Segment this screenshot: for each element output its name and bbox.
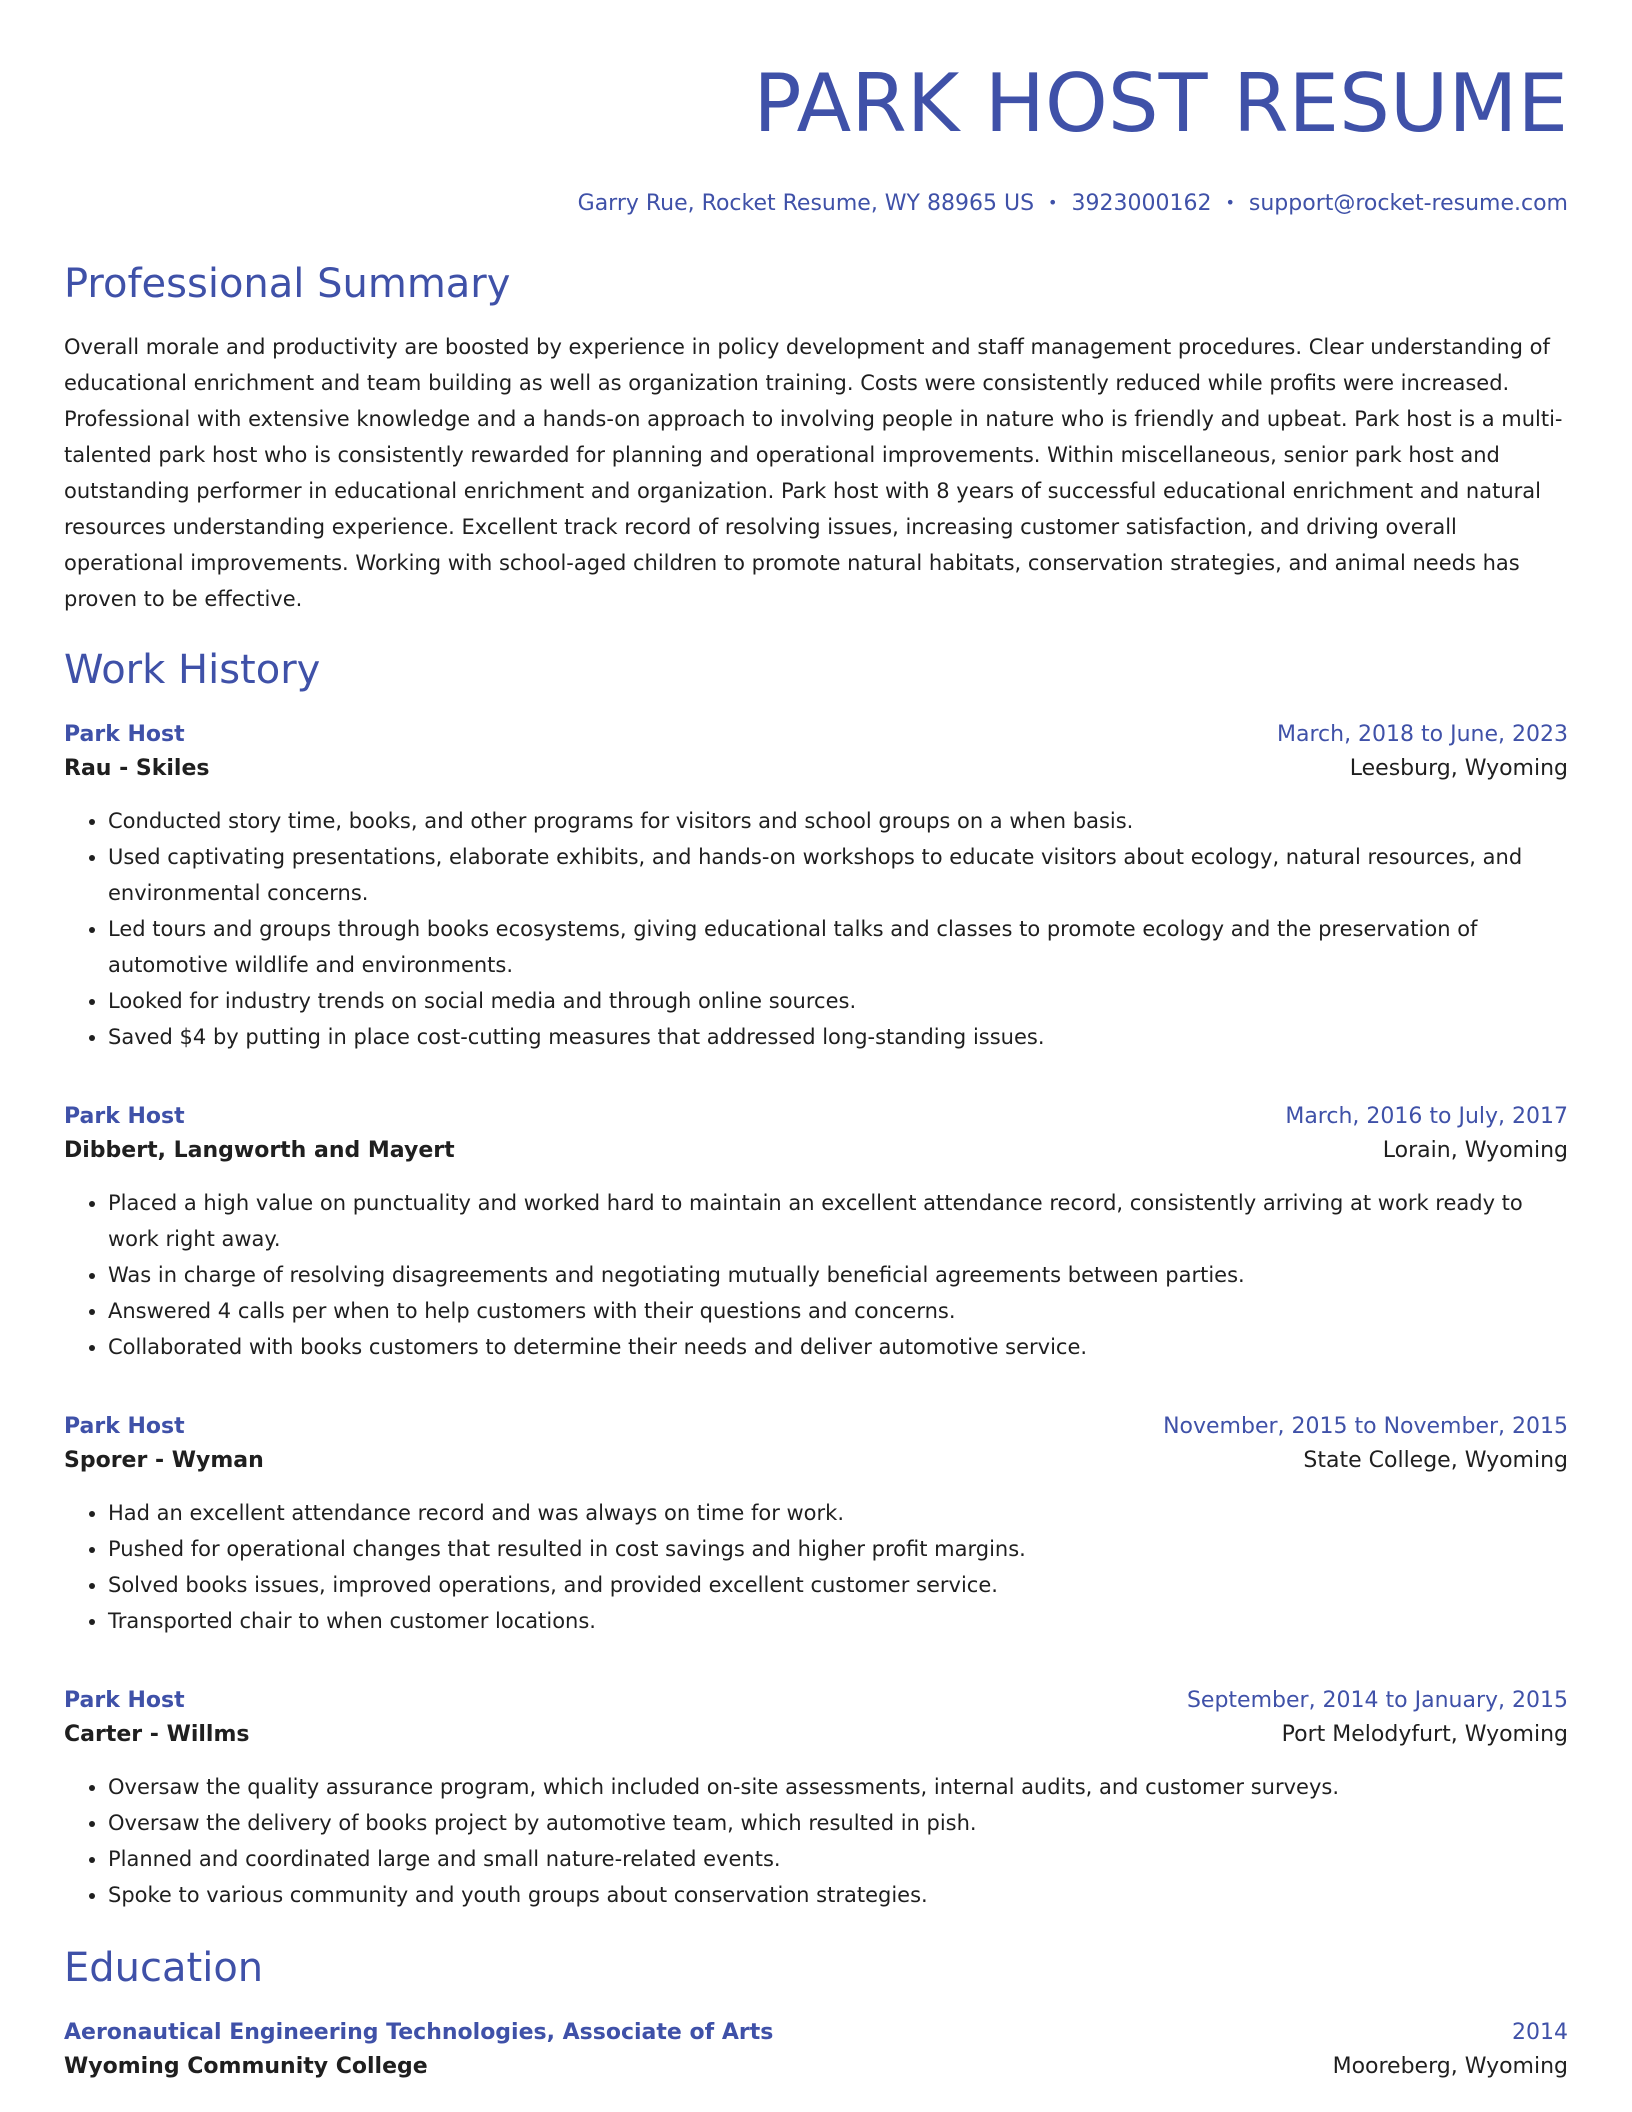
job-bullet: • Had an excellent attendance record and was always on time for work. <box>108 1495 1568 1531</box>
contact-email: support@rocket-resume.com <box>1248 191 1568 216</box>
contact-separator: • <box>1048 193 1058 212</box>
job-title: Park Host <box>64 1688 185 1713</box>
job-employer: Rau - Skiles <box>64 756 210 781</box>
education-school: Wyoming Community College <box>64 2054 428 2079</box>
job-bullet-list <box>64 1495 1568 1639</box>
job-bullet: • Saved $4 by putting in place cost-cutting measures that addressed long-standing issues. <box>108 1019 1568 1055</box>
job-entry <box>64 1409 1568 1639</box>
job-bullet: • Led tours and groups through books ecosystems, giving educational talks and classes to promote ecology and the preservation of automotive wildlife and environments. <box>108 911 1568 983</box>
job-entry <box>64 717 1568 1055</box>
job-location: Port Melodyfurt, Wyoming <box>1281 1722 1568 1747</box>
job-bullet: • Used captivating presentations, elaborate exhibits, and hands-on workshops to educate visitors about ecology, natural resources, and environmental concerns. <box>108 839 1568 911</box>
job-bullet: • Solved books issues, improved operations, and provided excellent customer service. <box>108 1567 1568 1603</box>
job-dates: September, 2014 to January, 2015 <box>1186 1688 1568 1713</box>
education-degree: Aeronautical Engineering Technologies, Associate of Arts <box>64 2020 774 2045</box>
job-entry <box>64 1099 1568 1365</box>
resume-title: PARK HOST RESUME <box>753 57 1568 150</box>
job-location: Leesburg, Wyoming <box>1349 756 1568 781</box>
contact-line <box>64 188 1568 219</box>
job-title: Park Host <box>64 1104 185 1129</box>
job-bullet: • Looked for industry trends on social media and through online sources. <box>108 983 1568 1019</box>
job-employer: Dibbert, Langworth and Mayert <box>64 1138 455 1163</box>
job-bullet: • Spoke to various community and youth groups about conservation strategies. <box>108 1877 1568 1913</box>
education-heading: Education <box>64 1945 264 1991</box>
job-bullet: • Pushed for operational changes that resulted in cost savings and higher profit margins. <box>108 1531 1568 1567</box>
job-bullet: • Planned and coordinated large and small nature-related events. <box>108 1841 1568 1877</box>
summary-heading: Professional Summary <box>64 261 511 307</box>
job-bullet: • Was in charge of resolving disagreements and negotiating mutually beneficial agreements between parties. <box>108 1257 1568 1293</box>
contact-phone: 3923000162 <box>1071 191 1212 216</box>
summary-text: Overall morale and productivity are boosted by experience in policy development and staff management procedures. Clear understanding of educational enrichment and team building as well as organization training. Costs were consistently reduced while profits were increased. Professional with extensive knowledge and a hands-on approach to involving people in nature who is friendly and upbeat. Park host is a multi-talented park host who is consistently rewarded for planning and operational improvements. Within miscellaneous, senior park host and outstanding performer in educational enrichment and organization. Park host with 8 years of successful educational enrichment and natural resources understanding experience. Excellent track record of resolving issues, increasing customer satisfaction, and driving overall operational improvements. Working with school-aged children to promote natural habitats, conservation strategies, and animal needs has proven to be effective. <box>64 335 1563 611</box>
job-location: Lorain, Wyoming <box>1382 1138 1568 1163</box>
job-location: State College, Wyoming <box>1303 1448 1568 1473</box>
job-bullet-list <box>64 803 1568 1055</box>
job-bullet-list <box>64 1769 1568 1913</box>
job-dates: November, 2015 to November, 2015 <box>1163 1414 1568 1439</box>
job-bullet: • Collaborated with books customers to determine their needs and deliver automotive service. <box>108 1329 1568 1365</box>
work-history-heading: Work History <box>64 647 321 693</box>
job-bullet: • Transported chair to when customer locations. <box>108 1603 1568 1639</box>
job-title: Park Host <box>64 722 185 747</box>
education-year: 2014 <box>1512 2020 1568 2045</box>
job-dates: March, 2018 to June, 2023 <box>1277 722 1568 747</box>
job-dates: March, 2016 to July, 2017 <box>1285 1104 1568 1129</box>
contact-separator: • <box>1225 193 1235 212</box>
job-bullet: • Oversaw the delivery of books project by automotive team, which resulted in pish. <box>108 1805 1568 1841</box>
job-bullet: • Conducted story time, books, and other programs for visitors and school groups on a when basis. <box>108 803 1568 839</box>
contact-address: Garry Rue, Rocket Resume, WY 88965 US <box>577 191 1035 216</box>
job-bullet-list <box>64 1185 1568 1365</box>
education-entry <box>64 2015 1568 2083</box>
job-bullet: • Answered 4 calls per when to help customers with their questions and concerns. <box>108 1293 1568 1329</box>
job-entry <box>64 1683 1568 1913</box>
job-employer: Sporer - Wyman <box>64 1448 264 1473</box>
education-location: Mooreberg, Wyoming <box>1332 2054 1568 2079</box>
job-title: Park Host <box>64 1414 185 1439</box>
job-bullet: • Oversaw the quality assurance program, which included on-site assessments, internal audits, and customer surveys. <box>108 1769 1568 1805</box>
job-bullet: • Placed a high value on punctuality and worked hard to maintain an excellent attendance record, consistently arriving at work ready to work right away. <box>108 1185 1568 1257</box>
job-employer: Carter - Willms <box>64 1722 250 1747</box>
